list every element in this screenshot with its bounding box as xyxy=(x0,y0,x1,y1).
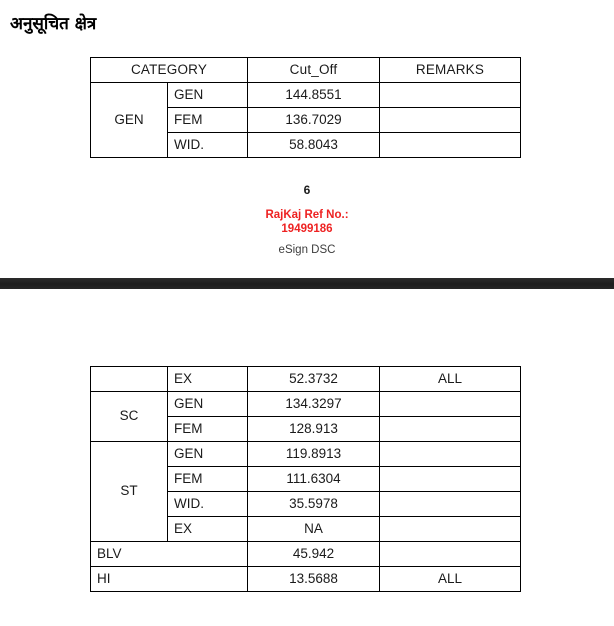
cell-category-group: BLV xyxy=(91,542,248,567)
cell-category-sub: FEM xyxy=(168,417,248,442)
cell-remarks xyxy=(380,417,521,442)
page-title: अनुसूचित क्षेत्र xyxy=(10,14,97,34)
cell-remarks xyxy=(380,517,521,542)
table-row xyxy=(91,567,521,592)
cell-category-sub: EX xyxy=(168,367,248,392)
cell-cutoff: 58.8043 xyxy=(248,133,380,158)
table-row xyxy=(91,367,521,392)
cell-remarks: ALL xyxy=(380,367,521,392)
table-row xyxy=(91,542,521,567)
cell-category-group: ST xyxy=(91,442,168,542)
column-header-cutoff: Cut_Off xyxy=(248,58,380,83)
rajkaj-reference xyxy=(0,208,614,237)
cell-remarks xyxy=(380,108,521,133)
page-break-divider xyxy=(0,278,614,289)
cell-remarks xyxy=(380,83,521,108)
cell-remarks xyxy=(380,392,521,417)
document-page-one xyxy=(0,0,614,278)
rajkaj-ref-label: RajKaj Ref No.: xyxy=(265,209,349,221)
cell-category-group xyxy=(91,367,168,392)
cutoff-table-general xyxy=(90,57,521,158)
cell-category-sub: WID. xyxy=(168,133,248,158)
cell-cutoff: 134.3297 xyxy=(248,392,380,417)
cell-category-group: HI xyxy=(91,567,248,592)
cell-category-sub: GEN xyxy=(168,83,248,108)
cell-category-sub: FEM xyxy=(168,108,248,133)
cell-cutoff: 136.7029 xyxy=(248,108,380,133)
cell-remarks xyxy=(380,467,521,492)
cell-cutoff: 111.6304 xyxy=(248,467,380,492)
cell-remarks xyxy=(380,442,521,467)
cell-remarks xyxy=(380,492,521,517)
cell-remarks xyxy=(380,542,521,567)
column-header-remarks: REMARKS xyxy=(380,58,521,83)
cell-category-sub: WID. xyxy=(168,492,248,517)
cell-cutoff: NA xyxy=(248,517,380,542)
cell-cutoff: 35.5978 xyxy=(248,492,380,517)
esign-dsc-label: eSign DSC xyxy=(278,244,336,256)
cell-category-sub: GEN xyxy=(168,442,248,467)
cell-cutoff: 144.8551 xyxy=(248,83,380,108)
cell-category-group: SC xyxy=(91,392,168,442)
column-header-category: CATEGORY xyxy=(91,58,248,83)
table-header-row xyxy=(91,58,521,83)
cell-category-sub: GEN xyxy=(168,392,248,417)
page-number: 6 xyxy=(303,183,311,197)
cell-cutoff: 128.913 xyxy=(248,417,380,442)
document-page-two xyxy=(0,289,614,626)
cell-category-sub: FEM xyxy=(168,467,248,492)
cell-cutoff: 52.3732 xyxy=(248,367,380,392)
table-row xyxy=(91,442,521,467)
cutoff-table-reserved xyxy=(90,366,521,592)
table-row xyxy=(91,83,521,108)
cell-category-sub: EX xyxy=(168,517,248,542)
cell-cutoff: 119.8913 xyxy=(248,442,380,467)
rajkaj-ref-number: 19499186 xyxy=(281,223,333,236)
cell-cutoff: 45.942 xyxy=(248,542,380,567)
cell-cutoff: 13.5688 xyxy=(248,567,380,592)
cell-remarks xyxy=(380,133,521,158)
cell-category-group: GEN xyxy=(91,83,168,158)
table-row xyxy=(91,392,521,417)
cell-remarks: ALL xyxy=(380,567,521,592)
